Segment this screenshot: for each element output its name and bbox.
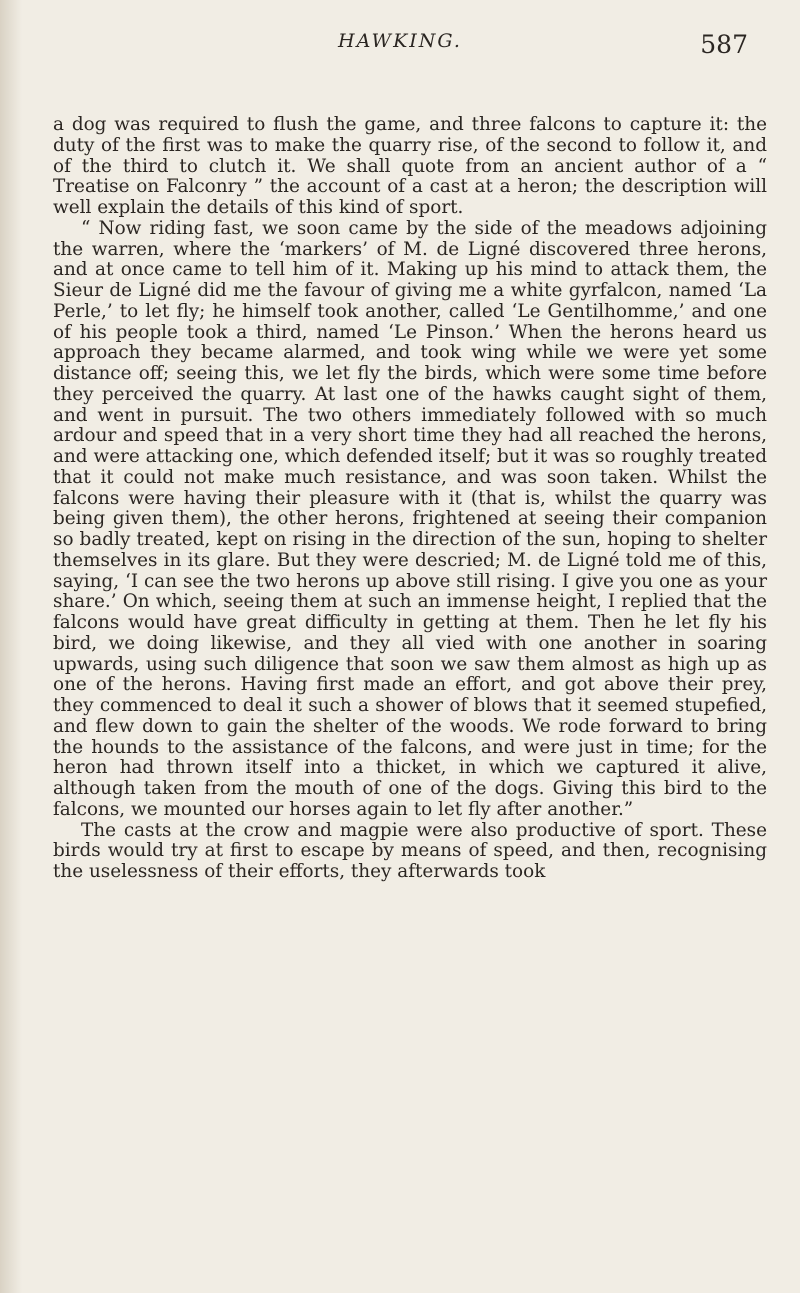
paragraph-3: The casts at the crow and magpie were also productive of sport. These birds would try at first to escape by means of speed, and then, recognising the uselessness of their efforts, they afterwards took bbox=[53, 819, 767, 882]
page-edge-shadow bbox=[0, 0, 22, 1293]
running-title: HAWKING. bbox=[338, 30, 462, 52]
body-text bbox=[53, 115, 767, 883]
paragraph-2: “ Now riding fast, we soon came by the side of the meadows adjoining the warren, where the ‘markers’ of M. de Ligné discovered three herons, and at once came to tell him of it. Making up his mind to attack them, the Sieur de Ligné did me the favour of giving me a white gyrfalcon, named ‘La Perle,’ to let fly; he himself took another, called ‘Le Gentilhomme,’ and one of his people took a third, named ‘Le Pinson.’ When the herons heard us approach they became alarmed, and took wing while we were yet some distance off; seeing this, we let fly the birds, which were some time before they perceived the quarry. At last one of the hawks caught sight of them, and went in pursuit. The two others immediately followed with so much ardour and speed that in a very short time they had all reached the herons, and were attacking one, which defended itself; but it was so roughly treated that it could not make much resistance, and was soon taken. Whilst the falcons were having their pleasure with it (that is, whilst the quarry was being given them), the other herons, frightened at seeing their companion so badly treated, kept on rising in the direction of the sun, hoping to shelter themselves in its glare. But they were descried; M. de Ligné told me of this, saying, ‘I can see the two herons up above still rising. I give you one as your share.’ On which, seeing them at such an immense height, I replied that the falcons would have great difficulty in getting at them. Then he let fly his bird, we doing likewise, and they all vied with one another in soaring upwards, using such diligence that soon we saw them almost as high up as one of the herons. Having first made an effort, and got above their prey, they commenced to deal it such a shower of blows that it seemed stupefied, and flew down to gain the shelter of the woods. We rode forward to bring the hounds to the assistance of the falcons, and were just in time; for the heron had thrown itself into a thicket, in which we captured it alive, although taken from the mouth of one of the dogs. Giving this bird to the falcons, we mounted our horses again to let fly after another.” bbox=[53, 217, 767, 820]
paragraph-1: a dog was required to flush the game, and three falcons to capture it: the duty of the first was to make the quarry rise, of the second to follow it, and of the third to clutch it. We shall quote from an ancient author of a “ Treatise on Falconry ” the account of a cast at a heron; the description will well explain the details of this kind of sport. bbox=[53, 114, 767, 218]
running-head bbox=[0, 30, 800, 66]
page-number: 587 bbox=[700, 30, 748, 59]
